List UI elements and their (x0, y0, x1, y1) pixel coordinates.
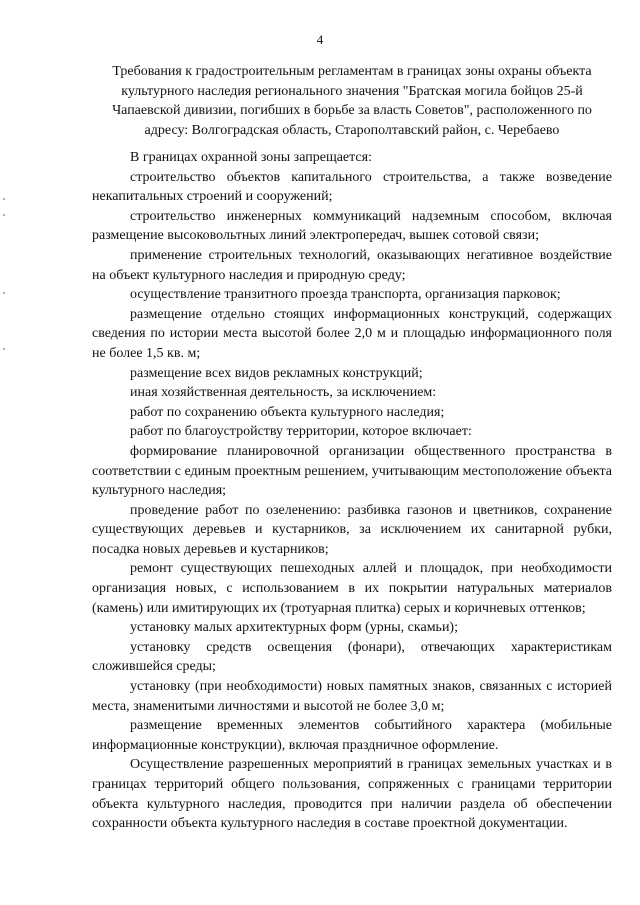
scan-margin-mark (3, 292, 5, 294)
paragraph: осуществление транзитного проезда транспорта, организация парковок; (130, 287, 561, 303)
paragraph-conclusion: Осуществление разрешенных мероприятий в границах земельных участках и в границах территорий общего пользования, сопряженных с границами территории объекта культурного наследия, проводится при наличии раздела об обеспечении сохранности объекта культурного наследия в составе проектной документации. (92, 757, 612, 832)
paragraph: размещение отдельно стоящих информационных конструкций, содержащих сведения по истории места высотой более 2,0 м и площадью информационного поля не более 1,5 кв. м; (92, 306, 612, 361)
paragraph: установку малых архитектурных форм (урны, скамьи); (130, 620, 458, 636)
paragraph: размещение всех видов рекламных конструкций; (130, 365, 423, 381)
page-number: 4 (316, 32, 324, 47)
scan-margin-mark (3, 214, 5, 216)
scan-margin-mark (3, 198, 5, 200)
paragraph: проведение работ по озеленению: разбивка газонов и цветников, сохранение существующих деревьев и кустарников, за исключением их санитарной рубки, посадка новых деревьев и кустарников; (92, 502, 612, 557)
paragraph: размещение временных элементов событийного характера (мобильные информационные конструкции), включая праздничное оформление. (92, 718, 612, 753)
paragraph: установку (при необходимости) новых памятных знаков, связанных с историей места, знаменитыми личностями и высотой не более 3,0 м; (92, 679, 612, 714)
document-body (92, 148, 612, 834)
paragraph: строительство инженерных коммуникаций надземным способом, включая размещение высоковольтных линий электропередач, вышек сотовой связи; (92, 208, 612, 244)
paragraph: иная хозяйственная деятельность, за исключением: (130, 385, 437, 401)
paragraph: строительство объектов капитального строительства, а также возведение некапитальных строений и сооружений; (92, 169, 612, 205)
paragraph: работ по сохранению объекта культурного наследия; (130, 404, 445, 420)
document-title: Требования к градостроительным регламентам в границах зоны охраны объекта культурного наследия регионального значения "Братская могила бойцов 25-й Чапаевской дивизии, погибших в борьбе за власть Советов", расположенного по адресу: Волгоградская область, Старополтавский район, с. Черебаево (112, 64, 592, 138)
paragraph: применение строительных технологий, оказывающих негативное воздействие на объект культурного наследия и природную среду; (92, 247, 612, 283)
paragraph: формирование планировочной организации общественного пространства в соответствии с единым проектным решением, учитывающим местоположение объекта культурного наследия; (92, 443, 612, 499)
paragraph: ремонт существующих пешеходных аллей и площадок, при необходимости организация новых, с использованием в их покрытии натуральных материалов (камень) или имитирующих их (тротуарная плитка) серых и коричневых оттенков; (92, 561, 612, 616)
paragraph: работ по благоустройству территории, которое включает: (130, 424, 472, 440)
paragraph-intro: В границах охранной зоны запрещается: (130, 150, 372, 165)
paragraph: установку средств освещения (фонари), отвечающих характеристикам сложившейся среды; (92, 639, 612, 675)
scan-margin-mark (3, 348, 5, 350)
